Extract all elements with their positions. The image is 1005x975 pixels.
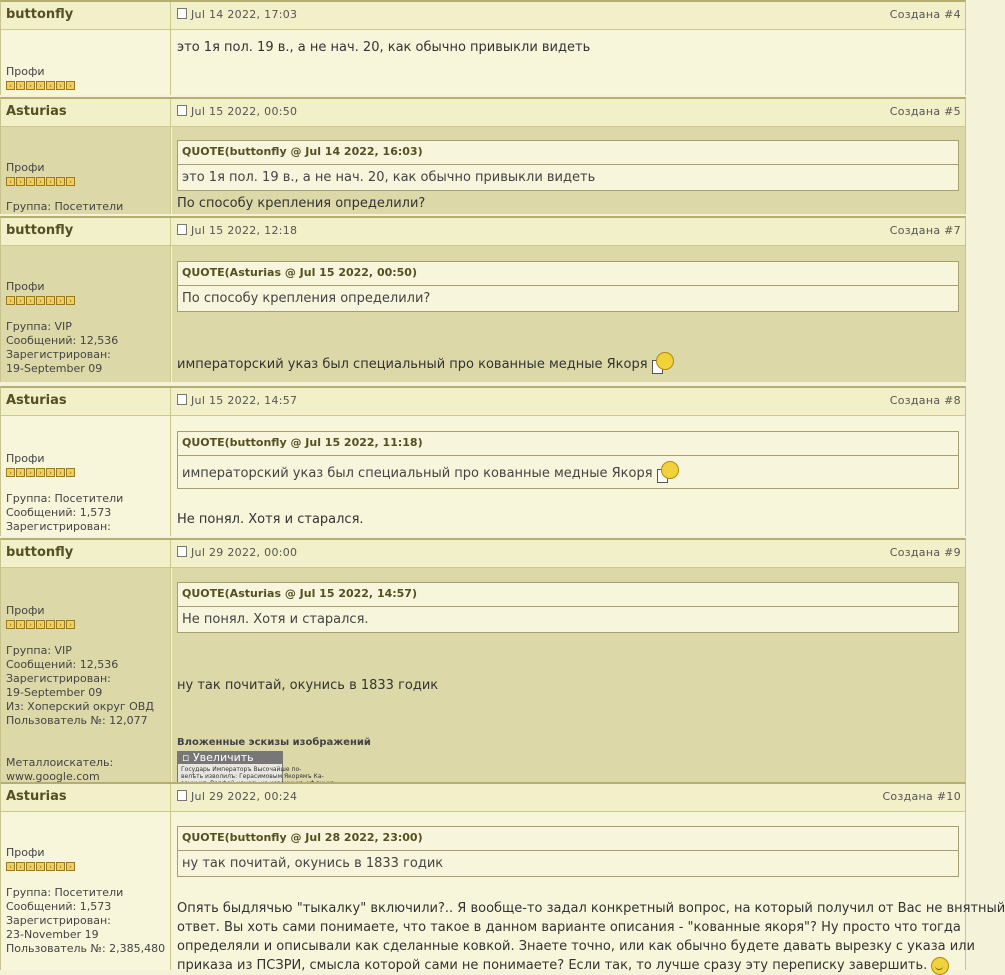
detector-site[interactable]: www.google.com: [6, 770, 100, 783]
quote-text: По способу крепления определили?: [182, 291, 431, 306]
quote-text: ну так почитай, окунись в 1833 годик: [182, 856, 444, 871]
rank-label: Профи: [6, 452, 45, 465]
registered-date: 19-September 09: [6, 686, 103, 699]
attachment-thumbnail[interactable]: [177, 751, 324, 783]
post-author[interactable]: Asturias: [1, 99, 171, 126]
post-header: [1, 99, 965, 127]
rank-label: Профи: [6, 65, 45, 78]
post-header: [1, 784, 965, 812]
post-text: императорский указ был специальный про кованные медные Якоря: [177, 357, 648, 372]
post-body: [172, 812, 1005, 973]
author-sidebar: [1, 416, 171, 536]
rank-pips: › › › › › › ›: [6, 78, 75, 92]
quote-text: это 1я пол. 19 в., а не нач. 20, как обычно привыкли видеть: [182, 170, 596, 185]
quote-text: императорский указ был специальный про кованные медные Якоря: [182, 466, 653, 481]
registered-label: Зарегистрирован:: [6, 672, 111, 685]
quote-header: QUOTE(Asturias @ Jul 15 2022, 14:57): [178, 583, 958, 607]
post-header: [1, 388, 965, 416]
post-9: [0, 538, 966, 782]
post-body: [172, 246, 965, 382]
post-5: [0, 97, 966, 214]
post-text: [177, 899, 1005, 975]
post-author[interactable]: Asturias: [1, 784, 171, 811]
post-date: [177, 224, 297, 237]
post-number[interactable]: Создана #10: [882, 790, 961, 803]
post-text-line: ответ. Вы хоть сами понимаете, что такое в данном варианте описания - "кованные якоря"? Ну просто что тогда: [177, 920, 961, 935]
post-number[interactable]: Создана #7: [889, 224, 961, 237]
post-text-line: [177, 352, 957, 374]
post-date-text: Jul 29 2022, 00:24: [191, 790, 298, 803]
quote-header: QUOTE(buttonfly @ Jul 14 2022, 16:03): [178, 141, 958, 165]
post-icon[interactable]: [177, 8, 187, 19]
post-header: [1, 540, 965, 568]
post-date-text: Jul 15 2022, 12:18: [191, 224, 298, 237]
quote-header: QUOTE(buttonfly @ Jul 28 2022, 23:00): [178, 827, 958, 851]
post-date-text: Jul 15 2022, 14:57: [191, 394, 298, 407]
user-group: Группа: VIP: [6, 644, 72, 657]
detector-label: Металлоискатель:: [6, 756, 114, 769]
post-4: [0, 0, 966, 95]
post-7: [0, 216, 966, 382]
post-body: [172, 416, 965, 536]
quote-text-line: [178, 456, 958, 488]
post-number[interactable]: Создана #4: [889, 8, 961, 21]
post-icon[interactable]: [177, 105, 187, 116]
quote-block: [177, 826, 959, 877]
attachments-title: Вложенные эскизы изображений: [177, 737, 371, 748]
post-text: ну так почитай, окунись в 1833 годик: [177, 678, 439, 693]
posts-count: Сообщений: 1,573: [6, 506, 112, 519]
smiley-icon: [931, 957, 949, 975]
registered-label: Зарегистрирован:: [6, 520, 111, 533]
quote-block: [177, 140, 959, 191]
thumbnail-line: велѣть изволилъ: Герасимовым Якорямъ Ка-: [181, 773, 324, 780]
post-author[interactable]: buttonfly: [1, 2, 171, 29]
quote-text: Не понял. Хотя и старался.: [182, 612, 369, 627]
author-sidebar: [1, 127, 171, 214]
quote-block: [177, 261, 959, 312]
registered-label: Зарегистрирован:: [6, 348, 111, 361]
quote-block: [177, 582, 959, 633]
post-date: [177, 790, 297, 803]
post-date: [177, 105, 297, 118]
user-group: Группа: Посетители: [6, 492, 124, 505]
post-text-line: определяли и описывали как сделанные ковкой. Знаете точно, или как обычно будете давать вырезку с указа или: [177, 939, 975, 954]
enlarge-label: Увеличить: [192, 751, 254, 764]
post-date-text: Jul 29 2022, 00:00: [191, 546, 298, 559]
thumbnail-line: Государь Императоръ Высочайше по-: [181, 766, 302, 773]
post-date: [177, 394, 297, 407]
rank-pips: › › › › › › ›: [6, 859, 75, 873]
post-icon[interactable]: [177, 394, 187, 405]
rank-label: Профи: [6, 161, 45, 174]
post-text: это 1я пол. 19 в., а не нач. 20, как обычно привыкли видеть: [177, 40, 591, 55]
user-location: Из: Хоперский округ ОВД: [6, 700, 154, 713]
post-number[interactable]: Создана #8: [889, 394, 961, 407]
rank-label: Профи: [6, 846, 45, 859]
quote-header: QUOTE(buttonfly @ Jul 15 2022, 11:18): [178, 432, 958, 456]
user-number: Пользователь №: 2,385,480: [6, 942, 166, 955]
post-date-text: Jul 14 2022, 17:03: [191, 8, 298, 21]
post-author[interactable]: Asturias: [1, 388, 171, 415]
post-text-line: Опять быдлячью "тыкалку" включили?.. Я вообще-то задал конкретный вопрос, на который получил от Вас не внятный: [177, 901, 1005, 916]
user-number: Пользователь №: 12,077: [6, 714, 148, 727]
user-group: Группа: Посетители: [6, 200, 124, 213]
post-header: [1, 218, 965, 246]
rank-label: Профи: [6, 604, 45, 617]
registered-label: Зарегистрирован:: [6, 914, 111, 927]
rank-pips: › › › › › › ›: [6, 174, 75, 188]
rank-pips: › › › › › › ›: [6, 465, 75, 479]
post-date: [177, 8, 297, 21]
author-sidebar: [1, 30, 171, 95]
laughing-smiley-icon: [657, 461, 679, 483]
post-date: [177, 546, 297, 559]
post-number[interactable]: Создана #9: [889, 546, 961, 559]
post-icon[interactable]: [177, 790, 187, 801]
post-text: По способу крепления определили?: [177, 196, 426, 211]
posts-count: Сообщений: 1,573: [6, 900, 112, 913]
post-body: [172, 30, 965, 95]
post-number[interactable]: Создана #5: [889, 105, 961, 118]
post-text: Не понял. Хотя и старался.: [177, 512, 364, 527]
registered-date: 23-November 19: [6, 928, 99, 941]
author-sidebar: [1, 812, 171, 970]
rank-pips: › › › › › › ›: [6, 617, 75, 631]
quote-block: [177, 431, 959, 489]
post-body: [172, 127, 965, 214]
enlarge-button[interactable]: ▫ Увеличить: [178, 752, 282, 764]
rank-pips: › › › › › › ›: [6, 293, 75, 307]
post-10: [0, 782, 1005, 973]
user-group: Группа: Посетители: [6, 886, 124, 899]
post-body: [172, 568, 965, 782]
post-date-text: Jul 15 2022, 00:50: [191, 105, 298, 118]
posts-count: Сообщений: 12,536: [6, 658, 119, 671]
rank-label: Профи: [6, 280, 45, 293]
posts-count: Сообщений: 12,536: [6, 334, 119, 347]
post-text-line: приказа из ПСЗРИ, смысла которой сами не понимаете? Если так, то лучше сразу эту переписку завершить.: [177, 958, 928, 973]
post-icon[interactable]: [177, 224, 187, 235]
user-group: Группа: VIP: [6, 320, 72, 333]
author-sidebar: [1, 568, 171, 782]
post-8: [0, 386, 966, 536]
post-header: [1, 2, 965, 30]
registered-date: 19-September 09: [6, 362, 103, 375]
post-text-line-last: [177, 956, 957, 975]
post-author[interactable]: buttonfly: [1, 540, 171, 567]
quote-header: QUOTE(Asturias @ Jul 15 2022, 00:50): [178, 262, 958, 286]
laughing-smiley-icon: [652, 352, 674, 374]
author-sidebar: [1, 246, 171, 382]
post-icon[interactable]: [177, 546, 187, 557]
post-author[interactable]: buttonfly: [1, 218, 171, 245]
